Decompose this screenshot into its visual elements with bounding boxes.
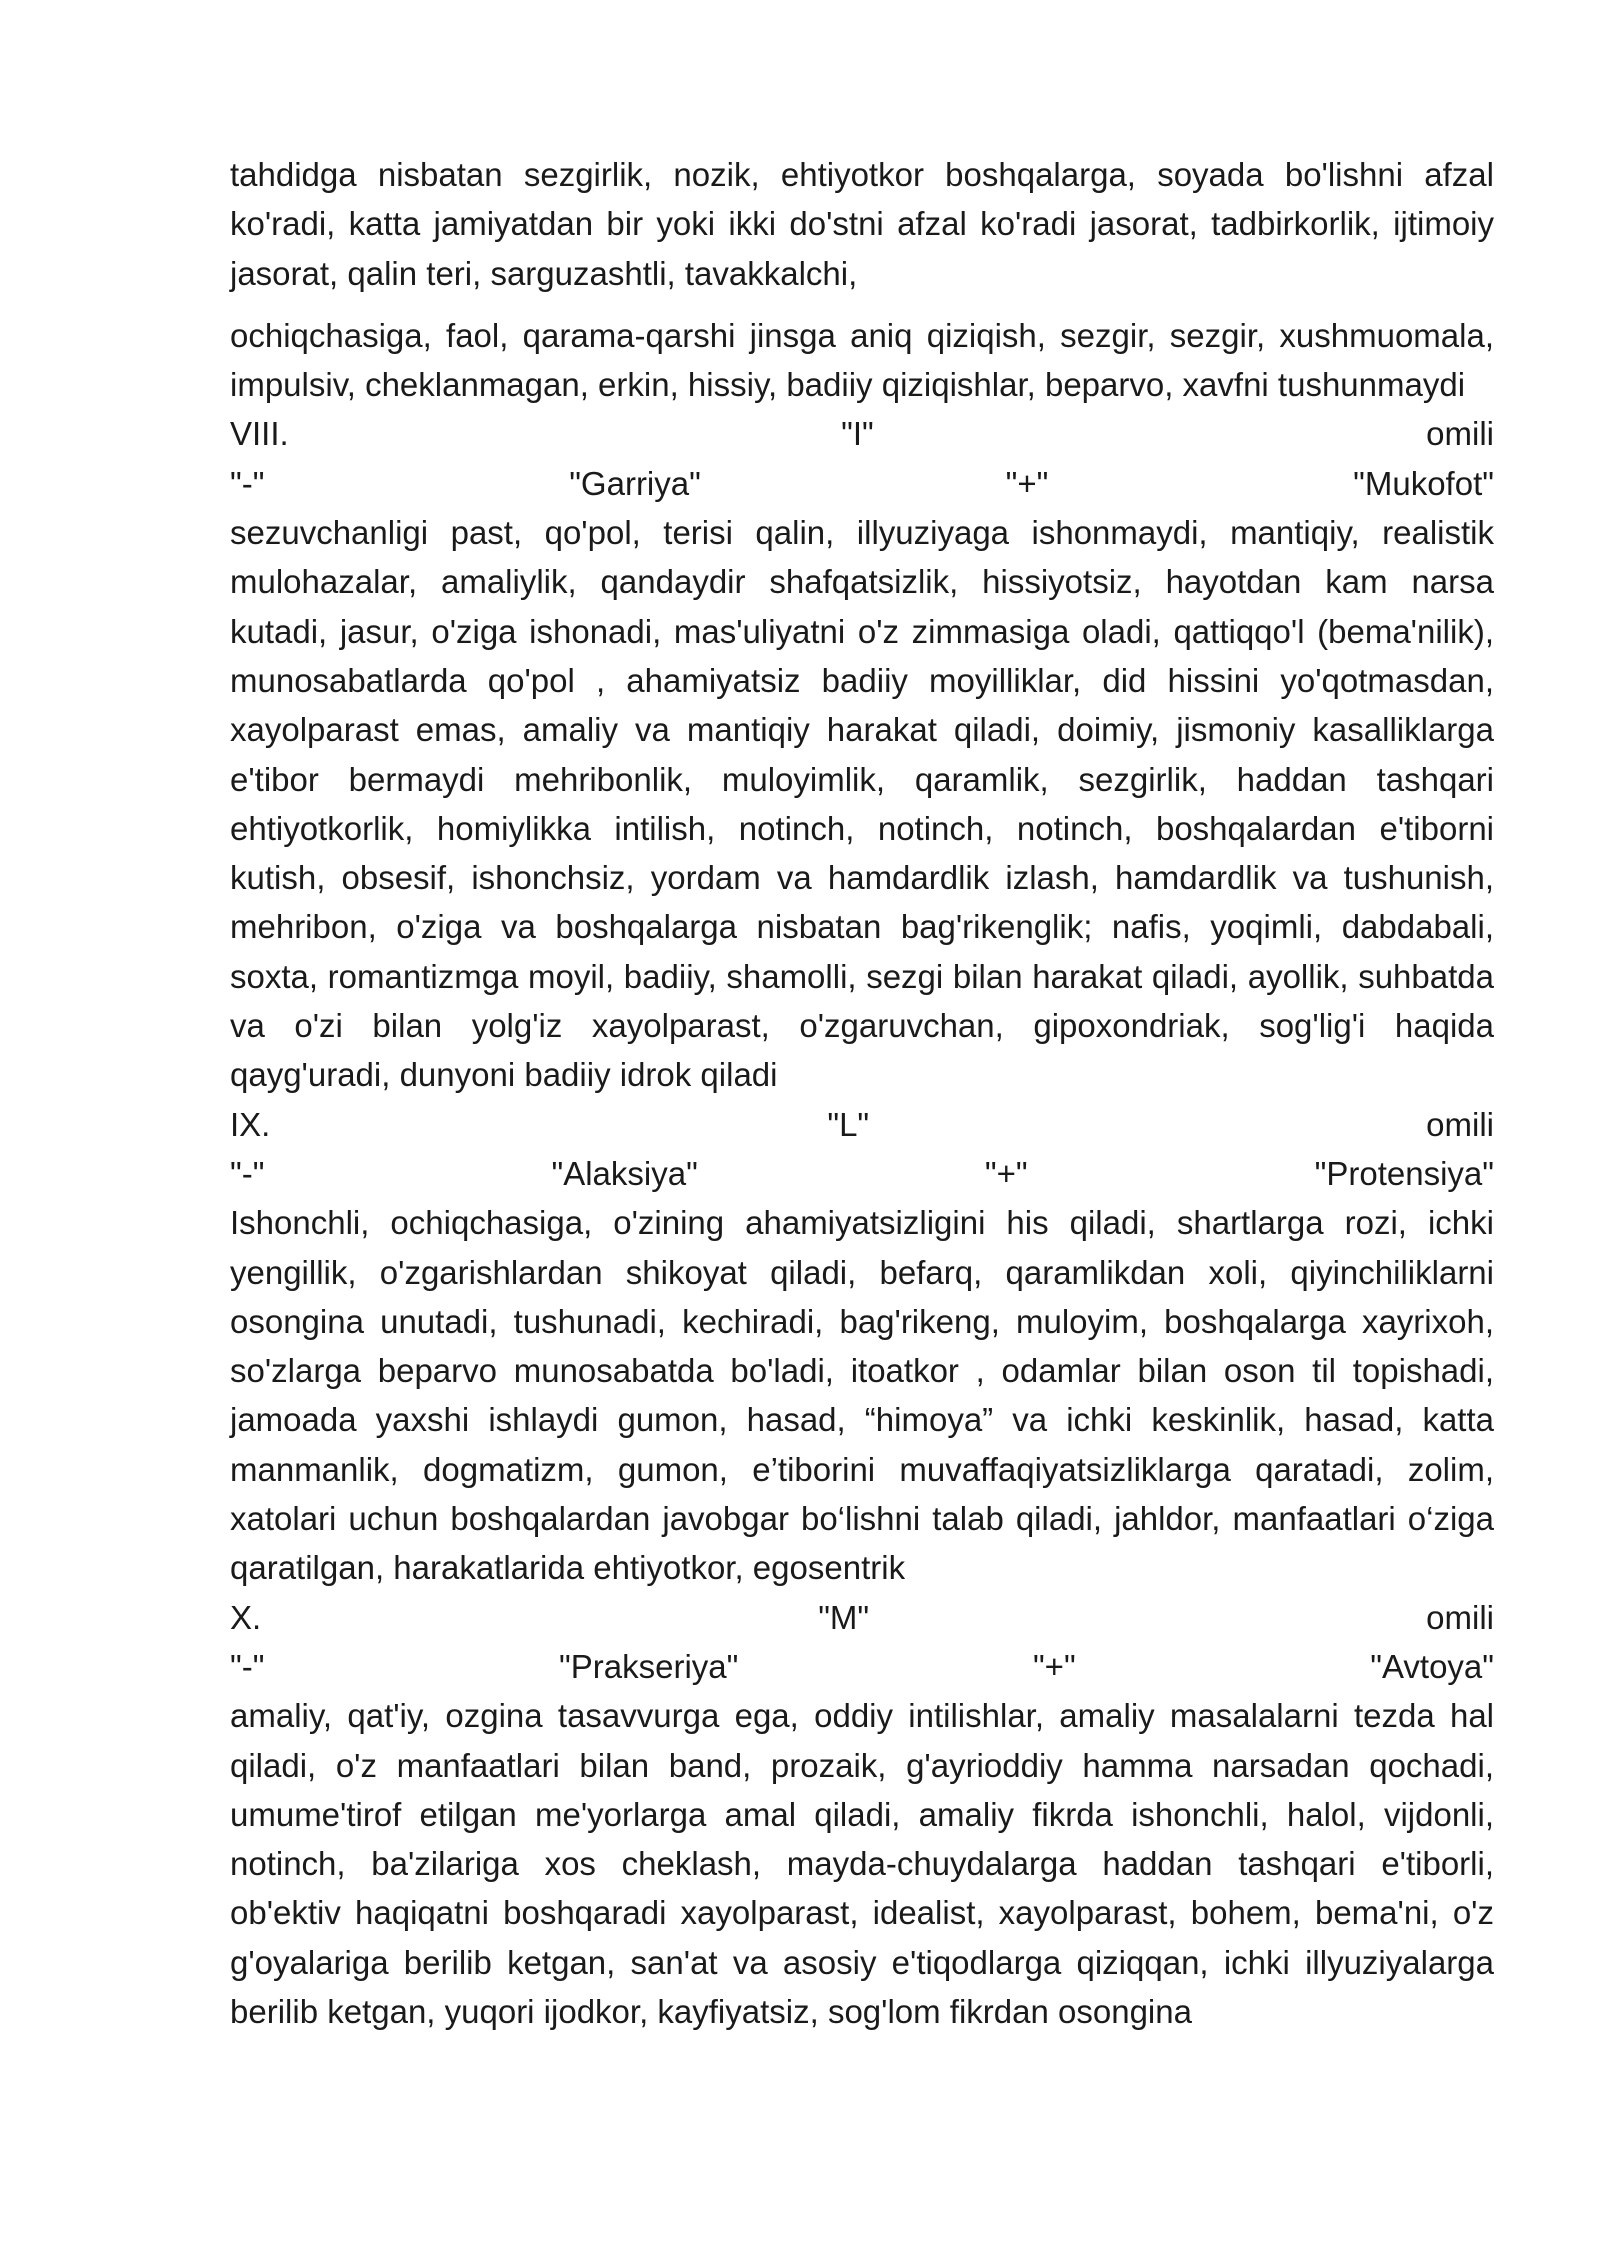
minus-sign: "-" — [230, 464, 265, 502]
factor-word: omili — [1426, 415, 1494, 453]
plus-sign: "+" — [1005, 464, 1049, 502]
paragraph-4: Ishonchli, ochiqchasiga, o'zining ahamiyatsizligini his qiladi, shartlarga rozi, ichki yengillik, o'zgarishlardan shikoyat qiladi, befarq, qaramlikdan xoli, qiyinchiliklarni osongina unutadi, tushunadi, kechiradi, bag'rikeng, muloyim, boshqalarga xayrixoh, so'zlarga beparvo munosabatda bo'ladi, itoatkor , odamlar bilan oson til topishadi, jamoada yaxshi ishlaydi gumon, hasad, “himoya” va ichki keskinlik, hasad, katta manmanlik, dogmatizm, gumon, e’tiborini muvaffaqiyatsizliklarga qaratadi, zolim, xatolari uchun boshqalardan javobgar bo‘lishni talab qiladi, jahldor, manfaatlari o‘ziga qaratilgan, harakatlarida ehtiyotkor, egosentrik — [230, 1204, 1494, 1587]
minus-sign: "-" — [230, 1647, 265, 1685]
factor-word: omili — [1426, 1105, 1494, 1143]
factor-number: VIII. — [230, 415, 289, 453]
paragraph-1: tahdidga nisbatan sezgirlik, nozik, ehtiyotkor boshqalarga, soyada bo'lishni afzal ko'radi, katta jamiyatdan bir yoki ikki do'stni afzal ko'radi jasorat, tadbirkorlik, ijtimoiy jasorat, qalin teri, sarguzashtli, tavakkalchi, — [230, 156, 1494, 292]
plus-pole-name: "Protensiya" — [1314, 1154, 1494, 1192]
paragraph-3: sezuvchanligi past, qo'pol, terisi qalin, illyuziyaga ishonmaydi, mantiqiy, realistik mulohazalar, amaliylik, qandaydir shafqatsizlik, hissiyotsiz, hayotdan kam narsa kutadi, jasur, o'ziga ishonadi, mas'uliyatni o'z zimmasiga oladi, qattiqqo'l (bema'nilik), munosabatlarda qo'pol , ahamiyatsiz badiiy moyilliklar, did hissini yo'qotmasdan, xayolparast emas, amaliy va mantiqiy harakat qiladi, doimiy, jismoniy kasalliklarga e'tibor bermaydi mehribonlik, muloyimlik, qaramlik, sezgirlik, haddan tashqari ehtiyotkorlik, homiylikka intilish, notinch, notinch, notinch, boshqalardan e'tiborni kutish, obsesif, ishonchsiz, yordam va hamdardlik izlash, hamdardlik va tushunish, mehribon, o'ziga va boshqalarga nisbatan bag'rikenglik; nafis, yoqimli, dabdabali, soxta, romantizmga moyil, badiiy, shamolli, sezgi bilan harakat qiladi, ayollik, suhbatda va o'zi bilan yolg'iz xayolparast, o'zgaruvchan, gipoxondriak, sog'lig'i haqida qayg'uradi, dunyoni badiiy idrok qiladi — [230, 514, 1494, 1094]
plus-sign: "+" — [1032, 1647, 1076, 1685]
plus-sign: "+" — [984, 1154, 1028, 1192]
factor-viii-heading — [230, 409, 1494, 458]
paragraph-5: amaliy, qat'iy, ozgina tasavvurga ega, oddiy intilishlar, amaliy masalalarni tezda hal qiladi, o'z manfaatlari bilan band, prozaik, g'ayrioddiy hamma narsadan qochadi, umume'tirof etilgan me'yorlarga amal qiladi, amaliy fikrda ishonchli, halol, vijdonli, notinch, ba'zilariga xos cheklash, mayda-chuydalarga haddan tashqari e'tiborli, ob'ektiv haqiqatni boshqaradi xayolparast, idealist, xayolparast, bohem, bema'ni, o'z g'oyalariga berilib ketgan, san'at va asosiy e'tiqodlarga qiziqqan, ichki illyuziyalarga berilib ketgan, yuqori ijodkor, kayfiyatsiz, sog'lom fikrdan osongina — [230, 1697, 1494, 2030]
factor-ix-heading — [230, 1100, 1494, 1149]
plus-pole-name: "Avtoya" — [1370, 1647, 1494, 1685]
factor-x-poles — [230, 1642, 1494, 1691]
factor-letter: "M" — [818, 1598, 870, 1636]
factor-ix-poles — [230, 1149, 1494, 1198]
factor-number: IX. — [230, 1105, 271, 1143]
minus-pole-name: "Alaksiya" — [551, 1154, 698, 1192]
factor-letter: "L" — [827, 1105, 870, 1143]
minus-pole-name: "Prakseriya" — [559, 1647, 739, 1685]
factor-number: X. — [230, 1598, 262, 1636]
minus-pole-name: "Garriya" — [569, 464, 701, 502]
factor-word: omili — [1426, 1598, 1494, 1636]
factor-letter: "I" — [841, 415, 874, 453]
factor-viii-poles — [230, 459, 1494, 508]
document-body — [230, 150, 1494, 2036]
factor-x-heading — [230, 1593, 1494, 1642]
plus-pole-name: "Mukofot" — [1353, 464, 1494, 502]
paragraph-2: ochiqchasiga, faol, qarama-qarshi jinsga aniq qiziqish, sezgir, sezgir, xushmuomala, impulsiv, cheklanmagan, erkin, hissiy, badiiy qiziqishlar, beparvo, xavfni tushunmaydi — [230, 316, 1494, 404]
minus-sign: "-" — [230, 1154, 265, 1192]
